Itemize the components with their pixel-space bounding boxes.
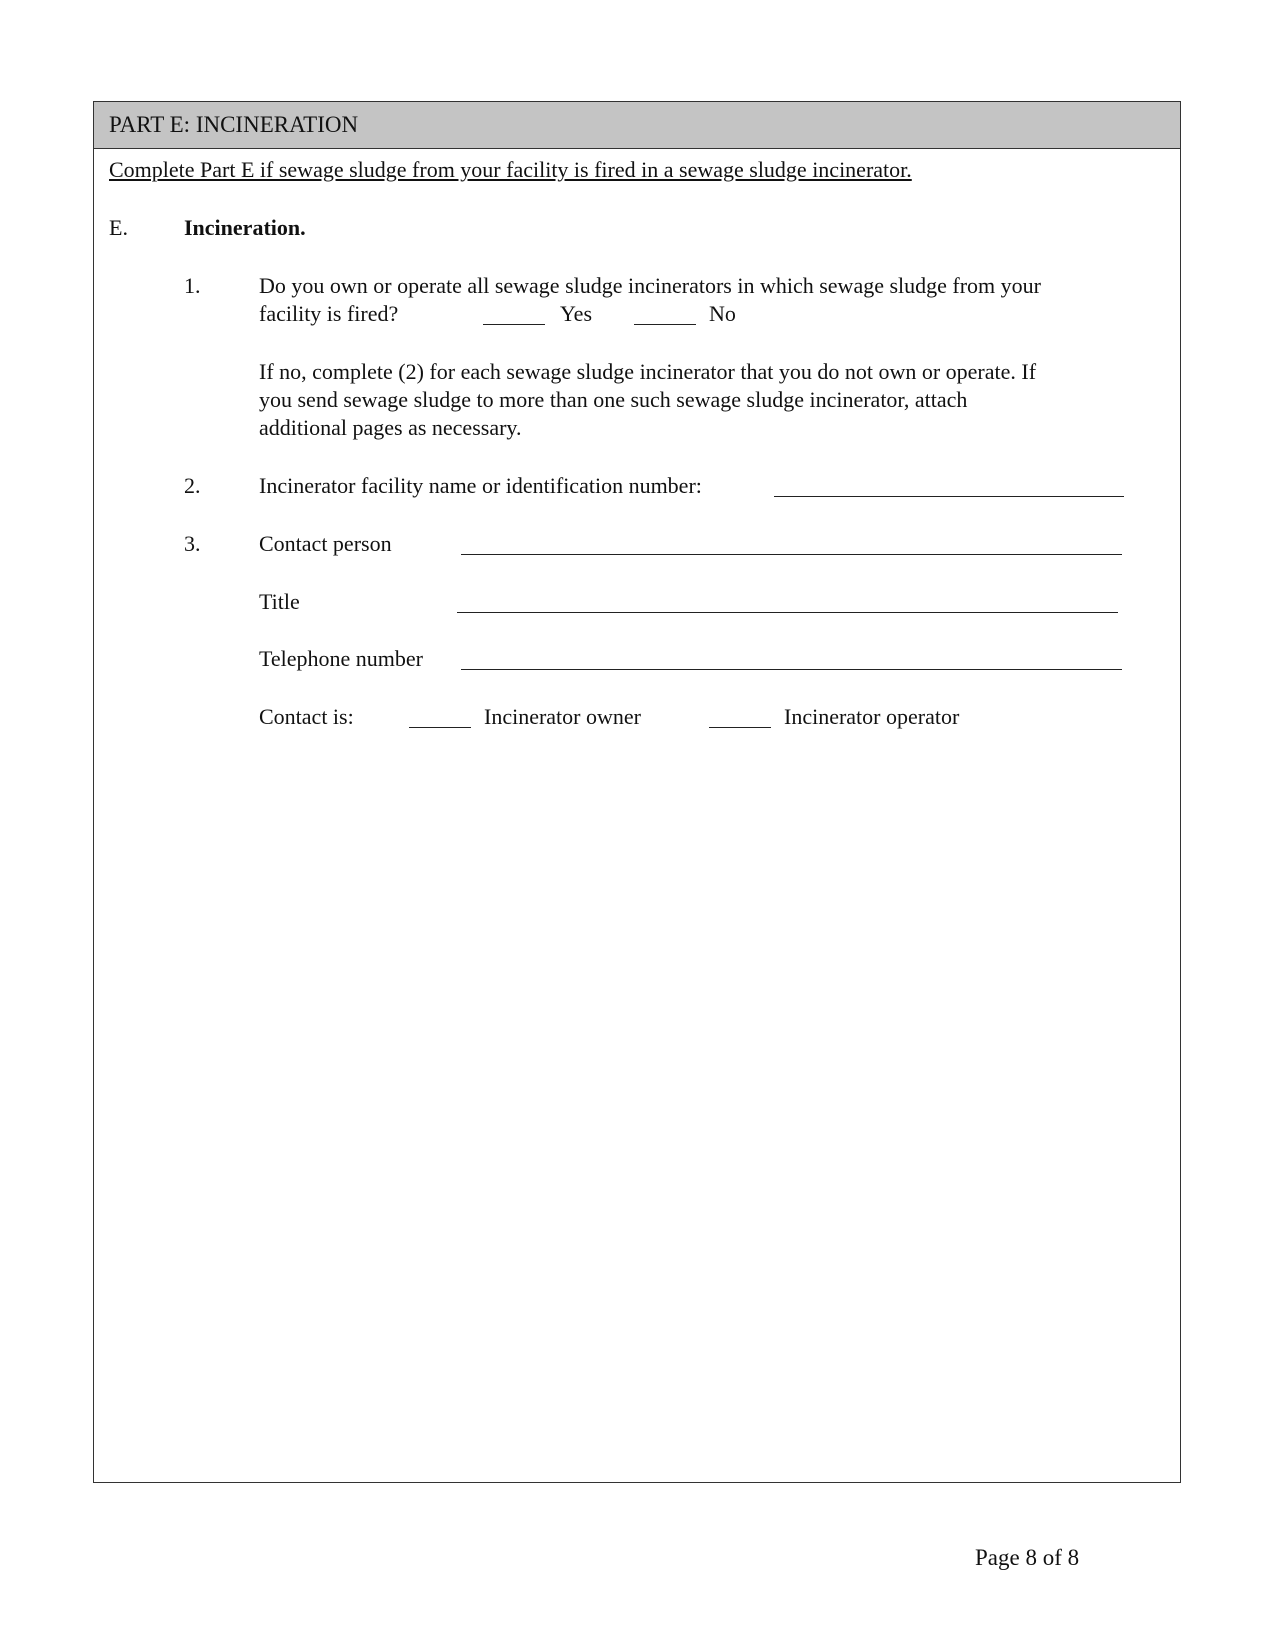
section-title: Incineration. [184, 215, 306, 240]
title-field[interactable] [457, 590, 1118, 613]
yes-label: Yes [560, 301, 593, 326]
part-title: PART E: INCINERATION [109, 112, 359, 137]
question-1-number: 1. [184, 273, 201, 298]
telephone-field[interactable] [461, 647, 1122, 670]
question-1-text-line1: Do you own or operate all sewage sludge incinerators in which sewage sludge from your [259, 273, 1041, 298]
question-1-note-line3: additional pages as necessary. [259, 415, 522, 440]
part-header [94, 102, 1180, 149]
section-letter: E. [109, 215, 128, 240]
contact-person-field[interactable] [461, 532, 1122, 555]
yes-checkbox-blank[interactable] [483, 302, 545, 325]
operator-label: Incinerator operator [784, 704, 960, 729]
page-number: Page 8 of 8 [975, 1545, 1080, 1570]
question-3-number: 3. [184, 531, 201, 556]
contact-person-label: Contact person [259, 531, 392, 556]
owner-label: Incinerator owner [484, 704, 641, 729]
question-2-number: 2. [184, 473, 201, 498]
contact-is-label: Contact is: [259, 704, 354, 729]
title-label: Title [259, 589, 300, 614]
facility-name-label: Incinerator facility name or identification number: [259, 473, 702, 498]
no-checkbox-blank[interactable] [634, 302, 696, 325]
question-1-note-line1: If no, complete (2) for each sewage sludge incinerator that you do not own or operate. If [259, 359, 1037, 384]
question-1-note-line2: you send sewage sludge to more than one such sewage sludge incinerator, attach [259, 387, 968, 412]
facility-name-field[interactable] [774, 474, 1124, 497]
operator-checkbox-blank[interactable] [709, 705, 771, 728]
instruction-text: Complete Part E if sewage sludge from your facility is fired in a sewage sludge incinerator. [109, 157, 912, 182]
no-label: No [709, 301, 736, 326]
question-1-text-line2: facility is fired? [259, 301, 399, 326]
owner-checkbox-blank[interactable] [409, 705, 471, 728]
telephone-label: Telephone number [259, 646, 424, 671]
